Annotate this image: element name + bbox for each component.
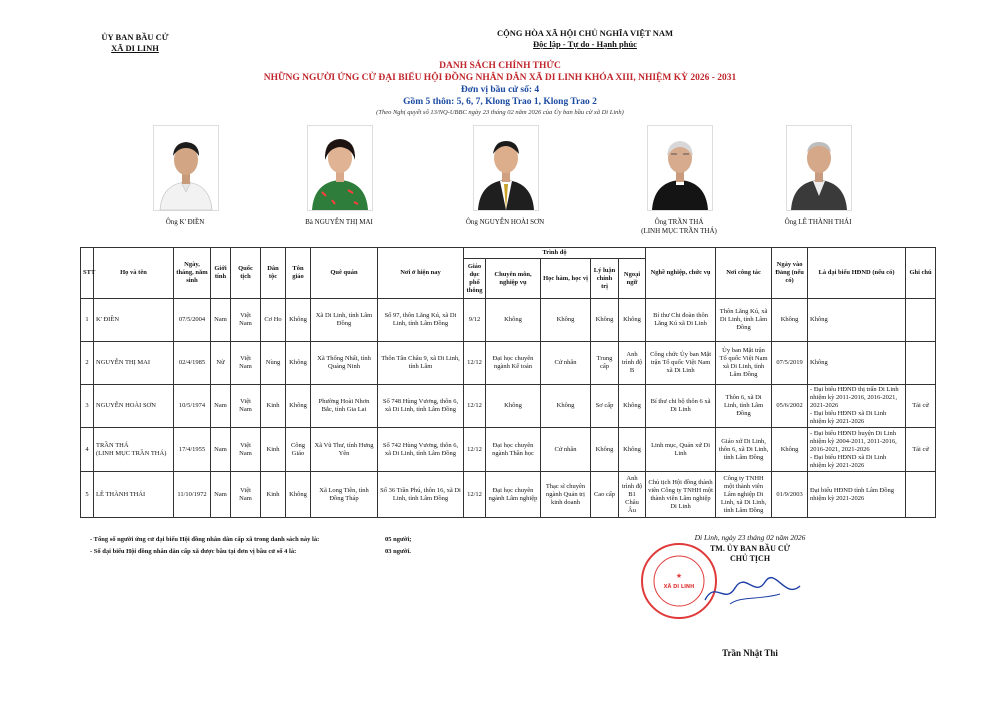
cell-gender: Nam bbox=[211, 385, 231, 428]
cell-language: Không bbox=[619, 299, 646, 342]
cell-politics: Trung cấp bbox=[591, 342, 619, 385]
cell-party-date: Không bbox=[772, 428, 808, 472]
summary-line-2 bbox=[90, 547, 411, 556]
header-name: Họ và tên bbox=[94, 248, 174, 299]
portrait-caption-4: Ông TRẦN THÁ (LINH MỤC TRẦN THÁ) bbox=[641, 218, 717, 235]
cell-hometown: Xã Long Tiên, tỉnh Đồng Tháp bbox=[311, 472, 378, 518]
cell-language: Không bbox=[619, 428, 646, 472]
cell-residence: Thôn Tân Châu 9, xã Di Linh, tỉnh Lâm bbox=[378, 342, 464, 385]
cell-delegate: Không bbox=[808, 342, 906, 385]
cell-general-edu: 12/12 bbox=[464, 428, 486, 472]
table-row bbox=[81, 472, 936, 518]
portrait-4-image bbox=[648, 126, 712, 210]
header-nationality: Quốc tịch bbox=[231, 248, 261, 299]
cell-politics: Cao cấp bbox=[591, 472, 619, 518]
cell-dob: 11/10/1972 bbox=[174, 472, 211, 518]
header-general-edu: Giáo dục phổ thông bbox=[464, 259, 486, 299]
title-line-4: Gồm 5 thôn: 5, 6, 7, Klong Trao 1, Klong Trao 2 bbox=[403, 97, 597, 107]
org-header bbox=[70, 32, 200, 54]
summary-line-2-label: - Số đại biểu Hội đồng nhân dân cấp xã được bầu tại đơn vị bầu cử số 4 là: bbox=[90, 548, 297, 555]
org-line-2: XÃ DI LINH bbox=[111, 43, 159, 53]
cell-name: LÊ THÀNH THÁI bbox=[94, 472, 174, 518]
cell-dob: 10/5/1974 bbox=[174, 385, 211, 428]
document-title bbox=[180, 60, 820, 117]
cell-language: Không bbox=[619, 385, 646, 428]
header-workplace: Nơi công tác bbox=[716, 248, 772, 299]
portrait-3-image bbox=[474, 126, 538, 210]
table-row bbox=[81, 385, 936, 428]
cell-hometown: Phường Hoài Nhơn Bắc, tỉnh Gia Lai bbox=[311, 385, 378, 428]
cell-delegate: - Đại biểu HĐND thị trấn Di Linh nhiệm kỳ 2011-2016, 2016-2021, 2021-2026 - Đại biểu HĐND xã Di Linh nhiệm kỳ 2021-2026 bbox=[808, 385, 906, 428]
cell-stt: 1 bbox=[81, 299, 94, 342]
header-ethnic: Dân tộc bbox=[261, 248, 286, 299]
cell-degree: Cử nhân bbox=[541, 428, 591, 472]
cell-workplace: Thôn Lăng Kú, xã Di Linh, tỉnh Lâm Đồng bbox=[716, 299, 772, 342]
cell-degree: Không bbox=[541, 385, 591, 428]
cell-religion: Không bbox=[286, 342, 311, 385]
cell-degree: Thạc sĩ chuyên ngành Quản trị kinh doanh bbox=[541, 472, 591, 518]
cell-general-edu: 12/12 bbox=[464, 472, 486, 518]
portrait-photo-5 bbox=[786, 125, 852, 211]
cell-general-edu: 12/12 bbox=[464, 385, 486, 428]
header-religion: Tôn giáo bbox=[286, 248, 311, 299]
cell-job: Bí thư chi bộ thôn 6 xã Di Linh bbox=[646, 385, 716, 428]
cell-workplace: Thôn 6, xã Di Linh, tỉnh Lâm Đồng bbox=[716, 385, 772, 428]
cell-nationality: Việt Nam bbox=[231, 428, 261, 472]
cell-ethnic: Nùng bbox=[261, 342, 286, 385]
cell-party-date: 01/9/2003 bbox=[772, 472, 808, 518]
cell-note bbox=[906, 342, 936, 385]
cell-note bbox=[906, 299, 936, 342]
header-politics: Lý luận chính trị bbox=[591, 259, 619, 299]
cell-gender: Nữ bbox=[211, 342, 231, 385]
table-row bbox=[81, 299, 936, 342]
summary-line-1-label: - Tổng số người ứng cử đại biểu Hội đồng nhân dân cấp xã trong danh sách này là: bbox=[90, 536, 320, 543]
cell-dob: 07/5/2004 bbox=[174, 299, 211, 342]
portrait-photo-1 bbox=[153, 125, 219, 211]
cell-religion: Công Giáo bbox=[286, 428, 311, 472]
nation-line-2: Độc lập - Tự do - Hạnh phúc bbox=[533, 39, 637, 49]
cell-stt: 2 bbox=[81, 342, 94, 385]
cell-religion: Không bbox=[286, 385, 311, 428]
cell-party-date: 07/5/2019 bbox=[772, 342, 808, 385]
cell-degree: Không bbox=[541, 299, 591, 342]
cell-name: TRẦN THÁ (LINH MỤC TRẦN THÁ) bbox=[94, 428, 174, 472]
cell-stt: 5 bbox=[81, 472, 94, 518]
cell-workplace: Công ty TNHH một thành viên Lâm nghiệp Di Linh, xã Di Linh, tỉnh Lâm Đồng bbox=[716, 472, 772, 518]
svg-text:★: ★ bbox=[675, 572, 683, 580]
header-stt: STT bbox=[81, 248, 94, 299]
cell-ethnic: Kinh bbox=[261, 428, 286, 472]
handwritten-signature bbox=[700, 570, 810, 610]
cell-delegate: Không bbox=[808, 299, 906, 342]
cell-ethnic: Cơ Ho bbox=[261, 299, 286, 342]
cell-job: Công chức Ủy ban Mặt trận Tổ quốc Việt Nam xã Di Linh bbox=[646, 342, 716, 385]
cell-note bbox=[906, 472, 936, 518]
cell-nationality: Việt Nam bbox=[231, 342, 261, 385]
header-note: Ghi chú bbox=[906, 248, 936, 299]
cell-nationality: Việt Nam bbox=[231, 472, 261, 518]
cell-job: Linh mục, Quản xứ Di Linh bbox=[646, 428, 716, 472]
portrait-photo-2 bbox=[307, 125, 373, 211]
title-line-2: NHỮNG NGƯỜI ỨNG CỬ ĐẠI BIỂU HỘI ĐỒNG NHÂN DÂN XÃ DI LINH KHÓA XIII, NHIỆM KỲ 2026 - 2031 bbox=[263, 73, 737, 83]
portrait-photo-4 bbox=[647, 125, 713, 211]
header-residence: Nơi ở hiện nay bbox=[378, 248, 464, 299]
cell-ethnic: Kinh bbox=[261, 385, 286, 428]
title-line-5: (Theo Nghị quyết số 13/NQ-UBBC ngày 23 tháng 02 năm 2026 của Ủy ban bầu cử xã Di Linh) bbox=[376, 109, 624, 116]
portrait-caption-3: Ông NGUYỄN HOÀI SƠN bbox=[465, 218, 545, 226]
cell-name: K' ĐIỀN bbox=[94, 299, 174, 342]
cell-language: Anh trình độ B1 Châu Âu bbox=[619, 472, 646, 518]
cell-name: NGUYỄN HOÀI SƠN bbox=[94, 385, 174, 428]
candidate-table bbox=[80, 247, 936, 518]
cell-gender: Nam bbox=[211, 472, 231, 518]
cell-note: Tái cử bbox=[906, 428, 936, 472]
header-language: Ngoại ngữ bbox=[619, 259, 646, 299]
cell-note: Tái cử bbox=[906, 385, 936, 428]
cell-profession: Không bbox=[486, 385, 541, 428]
title-line-1: DANH SÁCH CHÍNH THỨC bbox=[439, 61, 561, 71]
header-profession: Chuyên môn, nghiệp vụ bbox=[486, 259, 541, 299]
cell-hometown: Xã Thống Nhất, tỉnh Quảng Ninh bbox=[311, 342, 378, 385]
cell-nationality: Việt Nam bbox=[231, 299, 261, 342]
cell-workplace: Ủy ban Mặt trận Tổ quốc Việt Nam xã Di Linh, tỉnh Lâm Đồng bbox=[716, 342, 772, 385]
nation-line-1: CỘNG HÒA XÃ HỘI CHỦ NGHĨA VIỆT NAM bbox=[496, 28, 674, 38]
cell-job: Chủ tịch Hội đồng thành viên Công ty TNHH một thành viên Lâm nghiệp Di Linh bbox=[646, 472, 716, 518]
signature-title-1: TM. ỦY BAN BẦU CỬ bbox=[709, 544, 791, 553]
cell-general-edu: 9/12 bbox=[464, 299, 486, 342]
cell-language: Anh trình độ B bbox=[619, 342, 646, 385]
cell-job: Bí thư Chi đoàn thôn Lăng Kú xã Di Linh bbox=[646, 299, 716, 342]
cell-dob: 02/4/1985 bbox=[174, 342, 211, 385]
cell-religion: Không bbox=[286, 299, 311, 342]
portrait-5-image bbox=[787, 126, 851, 210]
cell-politics: Sơ cấp bbox=[591, 385, 619, 428]
portrait-photo-3 bbox=[473, 125, 539, 211]
cell-party-date: Không bbox=[772, 299, 808, 342]
header-job: Nghề nghiệp, chức vụ bbox=[646, 248, 716, 299]
cell-stt: 3 bbox=[81, 385, 94, 428]
summary-line-1 bbox=[90, 535, 412, 544]
summary-line-1-value: 05 người; bbox=[385, 536, 412, 543]
cell-ethnic: Kinh bbox=[261, 472, 286, 518]
cell-gender: Nam bbox=[211, 428, 231, 472]
header-delegate: Là đại biểu HĐND (nếu có) bbox=[808, 248, 906, 299]
cell-residence: Số 742 Hùng Vương, thôn 6, xã Di Linh, tỉnh Lâm Đồng bbox=[378, 428, 464, 472]
cell-profession: Không bbox=[486, 299, 541, 342]
cell-residence: Số 97, thôn Lăng Kú, xã Di Linh, tỉnh Lâm Đồng bbox=[378, 299, 464, 342]
cell-residence: Số 36 Trần Phú, thôn 16, xã Di Linh, tỉnh Lâm Đồng bbox=[378, 472, 464, 518]
header-party-date: Ngày vào Đảng (nếu có) bbox=[772, 248, 808, 299]
cell-religion: Không bbox=[286, 472, 311, 518]
cell-workplace: Giáo xứ Di Linh, thôn 6, xã Di Linh, tỉnh Lâm Đồng bbox=[716, 428, 772, 472]
cell-profession: Đại học chuyên ngành Thần học bbox=[486, 428, 541, 472]
cell-hometown: Xã Di Linh, tỉnh Lâm Đồng bbox=[311, 299, 378, 342]
table-row bbox=[81, 428, 936, 472]
signature-date: Di Linh, ngày 23 tháng 02 năm 2026 bbox=[694, 533, 806, 542]
svg-text:XÃ DI LINH: XÃ DI LINH bbox=[663, 584, 695, 590]
cell-nationality: Việt Nam bbox=[231, 385, 261, 428]
header-level-group: Trình độ bbox=[464, 248, 646, 259]
cell-gender: Nam bbox=[211, 299, 231, 342]
portrait-caption-2: Bà NGUYỄN THỊ MAI bbox=[305, 218, 373, 226]
cell-profession: Đại học chuyên ngành Lâm nghiệp bbox=[486, 472, 541, 518]
cell-residence: Số 748 Hùng Vương, thôn 6, xã Di Linh, tỉnh Lâm Đồng bbox=[378, 385, 464, 428]
summary-line-2-value: 03 người. bbox=[385, 548, 411, 555]
header-gender: Giới tính bbox=[211, 248, 231, 299]
cell-dob: 17/4/1955 bbox=[174, 428, 211, 472]
table-row bbox=[81, 342, 936, 385]
cell-hometown: Xã Vũ Thư, tỉnh Hưng Yên bbox=[311, 428, 378, 472]
signer-name: Trần Nhật Thi bbox=[722, 648, 778, 658]
org-line-1: ỦY BAN BẦU CỬ bbox=[101, 32, 169, 42]
cell-delegate: - Đại biểu HĐND huyện Di Linh nhiệm kỳ 2004-2011, 2011-2016, 2016-2021, 2021-2026 - Đại biểu HĐND xã Di Linh nhiệm kỳ 2021-2026 bbox=[808, 428, 906, 472]
portrait-caption-1: Ông K' ĐIỀN bbox=[165, 218, 205, 226]
cell-degree: Cử nhân bbox=[541, 342, 591, 385]
portrait-1-image bbox=[154, 126, 218, 210]
title-line-3: Đơn vị bầu cử số: 4 bbox=[460, 85, 540, 95]
portrait-2-image bbox=[308, 126, 372, 210]
header-dob: Ngày, tháng, năm sinh bbox=[174, 248, 211, 299]
cell-name: NGUYỄN THỊ MAI bbox=[94, 342, 174, 385]
cell-delegate: Đại biểu HĐND tỉnh Lâm Đồng nhiệm kỳ 2021-2026 bbox=[808, 472, 906, 518]
cell-party-date: 05/6/2002 bbox=[772, 385, 808, 428]
cell-stt: 4 bbox=[81, 428, 94, 472]
header-degree: Học hàm, học vị bbox=[541, 259, 591, 299]
signature-title-2: CHỦ TỊCH bbox=[729, 554, 771, 563]
header-hometown: Quê quán bbox=[311, 248, 378, 299]
portrait-caption-5: Ông LÊ THÀNH THÁI bbox=[784, 218, 852, 226]
nation-header bbox=[440, 28, 730, 50]
cell-profession: Đại học chuyên ngành Kế toán bbox=[486, 342, 541, 385]
cell-general-edu: 12/12 bbox=[464, 342, 486, 385]
cell-politics: Không bbox=[591, 299, 619, 342]
cell-politics: Không bbox=[591, 428, 619, 472]
